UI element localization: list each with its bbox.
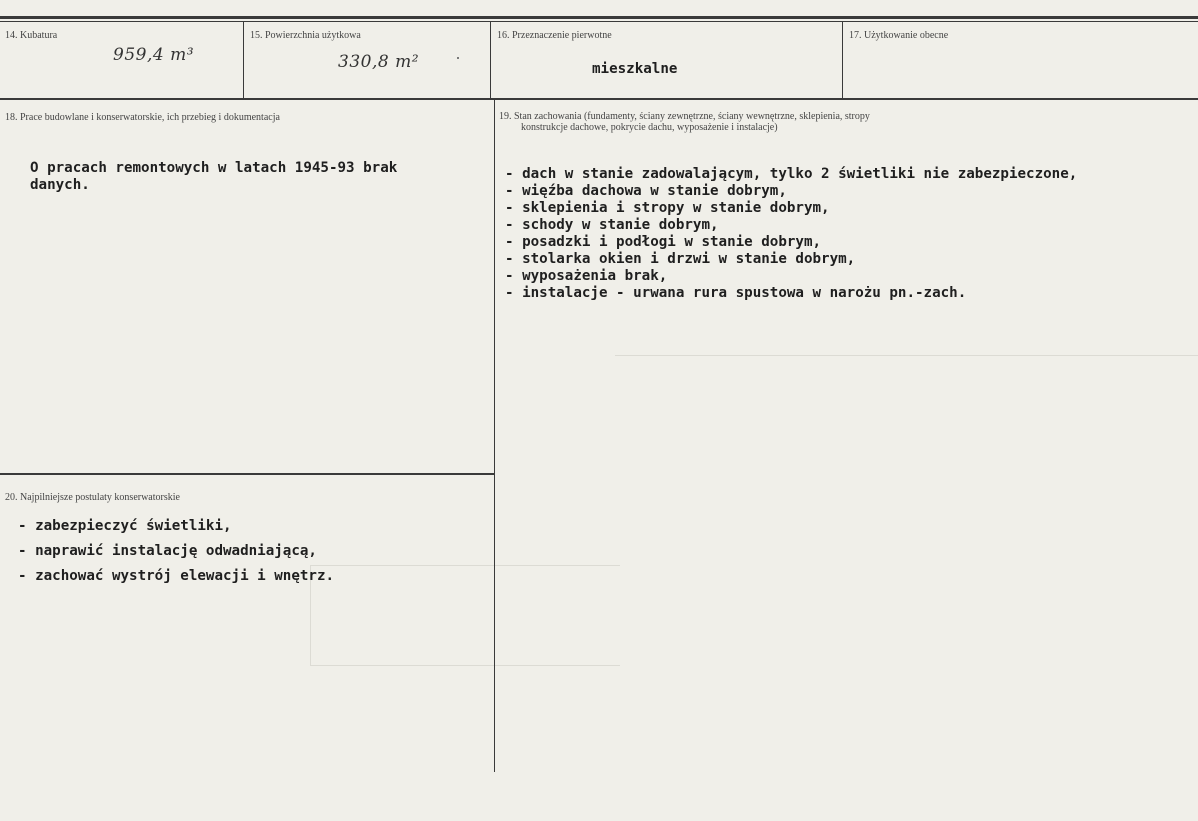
bleed-through-line bbox=[615, 355, 1198, 356]
text-line: - zabezpieczyć świetliki, bbox=[18, 518, 232, 534]
text-line: - instalacje - urwana rura spustowa w narożu pn.-zach. bbox=[505, 285, 967, 301]
field-16-value: mieszkalne bbox=[592, 61, 678, 77]
divider bbox=[490, 22, 491, 98]
field-15-value: 330,8 m² bbox=[338, 52, 420, 72]
divider bbox=[494, 100, 495, 772]
text-line: - dach w stanie zadowalającym, tylko 2 świetliki nie zabezpieczone, bbox=[505, 166, 1078, 182]
field-16-label: 16. Przeznaczenie pierwotne bbox=[497, 30, 612, 41]
text-line: - zachować wystrój elewacji i wnętrz. bbox=[18, 568, 335, 584]
text-line: - stolarka okien i drzwi w stanie dobrym, bbox=[505, 251, 856, 267]
field-17-label: 17. Użytkowanie obecne bbox=[849, 30, 949, 41]
field-20-label: 20. Najpilniejsze postulaty konserwatorskie bbox=[5, 492, 180, 503]
field-19-label-line2: konstrukcje dachowe, pokrycie dachu, wyposażenie i instalacje) bbox=[521, 122, 778, 133]
field-18-label: 18. Prace budowlane i konserwatorskie, ich przebieg i dokumentacja bbox=[5, 112, 280, 123]
text-line: - posadzki i podłogi w stanie dobrym, bbox=[505, 234, 822, 250]
field-19-text bbox=[505, 166, 1077, 302]
ink-dot bbox=[457, 57, 459, 59]
divider bbox=[842, 22, 843, 98]
field-14-value: 959,4 m³ bbox=[113, 45, 195, 65]
text-line: - sklepienia i stropy w stanie dobrym, bbox=[505, 200, 830, 216]
top-rule bbox=[0, 16, 1198, 19]
top-rule-thin bbox=[0, 21, 1198, 22]
row-rule bbox=[0, 98, 1198, 100]
text-line: - naprawić instalację odwadniającą, bbox=[18, 543, 317, 559]
field-15-label: 15. Powierzchnia użytkowa bbox=[250, 30, 361, 41]
bleed-through-line bbox=[310, 565, 620, 566]
text-line: - wyposażenia brak, bbox=[505, 268, 668, 284]
divider bbox=[243, 22, 244, 98]
field-18-text bbox=[30, 160, 397, 194]
text-line: - więźba dachowa w stanie dobrym, bbox=[505, 183, 787, 199]
section-rule bbox=[0, 473, 494, 475]
text-line: - schody w stanie dobrym, bbox=[505, 217, 719, 233]
field-19-label-line1: 19. Stan zachowania (fundamenty, ściany zewnętrzne, ściany wewnętrzne, sklepienia, stropy bbox=[499, 111, 870, 122]
text-line: danych. bbox=[30, 177, 90, 193]
bleed-through-line bbox=[310, 665, 620, 666]
field-14-label: 14. Kubatura bbox=[5, 30, 58, 41]
field-20-text bbox=[18, 514, 334, 589]
text-line: O pracach remontowych w latach 1945-93 brak bbox=[30, 160, 398, 176]
